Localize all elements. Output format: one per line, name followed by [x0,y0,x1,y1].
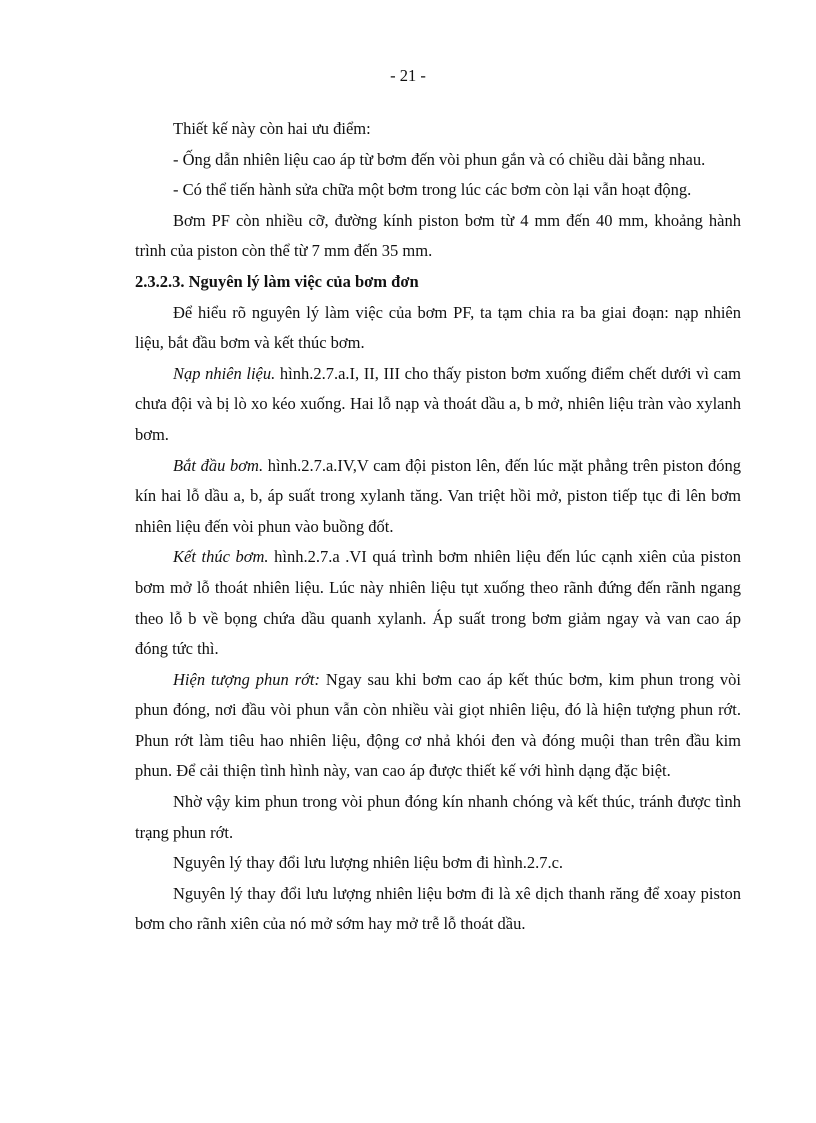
page-number: - 21 - [390,66,426,85]
paragraph-lead: Nạp nhiên liệu. [173,363,276,383]
paragraph-lead: Hiện tượng phun rớt: [173,669,320,689]
body-text [135,114,741,940]
paragraph: Thiết kế này còn hai ưu điểm: [173,119,371,138]
paragraph: Nguyên lý thay đổi lưu lượng nhiên liệu bơm đi là xê dịch thanh răng để xoay piston bơm cho rãnh xiên của nó mở sớm hay mở trễ lỗ thoát dầu. [135,883,741,934]
paragraph: Nguyên lý thay đổi lưu lượng nhiên liệu bơm đi hình.2.7.c. [173,853,564,873]
paragraph: Hiện tượng phun rớt: Ngay sau khi bơm cao áp kết thúc bơm, kim phun trong vòi phun đóng, nơi đầu vòi phun vẫn còn nhiều vài giọt nhiên liệu, đó là hiện tượng phun rớt. Phun rớt làm tiêu hao nhiên liệu, động cơ nhả khói đen và đóng muội than trên đầu kim phun. Để cải thiện tình hình này, van cao áp được thiết kế với hình dạng đặc biệt. [135,669,741,781]
paragraph-lead: Kết thúc bơm. [173,547,269,567]
paragraph: Nhờ vậy kim phun trong vòi phun đóng kín nhanh chóng và kết thúc, tránh được tình trạng phun rớt. [135,792,741,842]
paragraph: Nạp nhiên liệu. hình.2.7.a.I, II, III cho thấy piston bơm xuống điểm chết dưới vì cam chưa đội và bị lò xo kéo xuống. Hai lỗ nạp và thoát dầu a, b mở, nhiên liệu tràn vào xylanh bơm. [135,363,742,444]
section-heading: 2.3.2.3. Nguyên lý làm việc của bơm đơn [135,271,419,291]
paragraph: Để hiểu rõ nguyên lý làm việc của bơm PF, ta tạm chia ra ba giai đoạn: nạp nhiên liệu, bắt đầu bơm và kết thúc bơm. [135,302,741,353]
paragraph-lead: Bắt đầu bơm. [173,455,264,475]
paragraph: - Ống dẫn nhiên liệu cao áp từ bơm đến vòi phun gắn và có chiều dài bằng nhau. [173,149,706,169]
paragraph: Kết thúc bơm. hình.2.7.a .VI quá trình bơm nhiên liệu đến lúc cạnh xiên của piston bơm mở lỗ thoát nhiên liệu. Lúc này nhiên liệu tụt xuống theo rãnh đứng đến rãnh ngang theo lỗ b về bọng chứa dầu quanh xylanh. Áp suất trong bơm giảm ngay và van cao áp đóng tức thì. [135,547,741,659]
paragraph: Bơm PF còn nhiều cỡ, đường kính piston bơm từ 4 mm đến 40 mm, khoảng hành trình của piston còn thể từ 7 mm đến 35 mm. [135,210,741,261]
paragraph: Bắt đầu bơm. hình.2.7.a.IV,V cam đội piston lên, đến lúc mặt phẳng trên piston đóng kín hai lỗ dầu a, b, áp suất trong xylanh tăng. Van triệt hồi mở, piston tiếp tục đi lên bơm nhiên liệu đến vòi phun vào buồng đốt. [135,455,741,536]
paragraph: - Có thể tiến hành sửa chữa một bơm trong lúc các bơm còn lại vẫn hoạt động. [173,180,692,200]
